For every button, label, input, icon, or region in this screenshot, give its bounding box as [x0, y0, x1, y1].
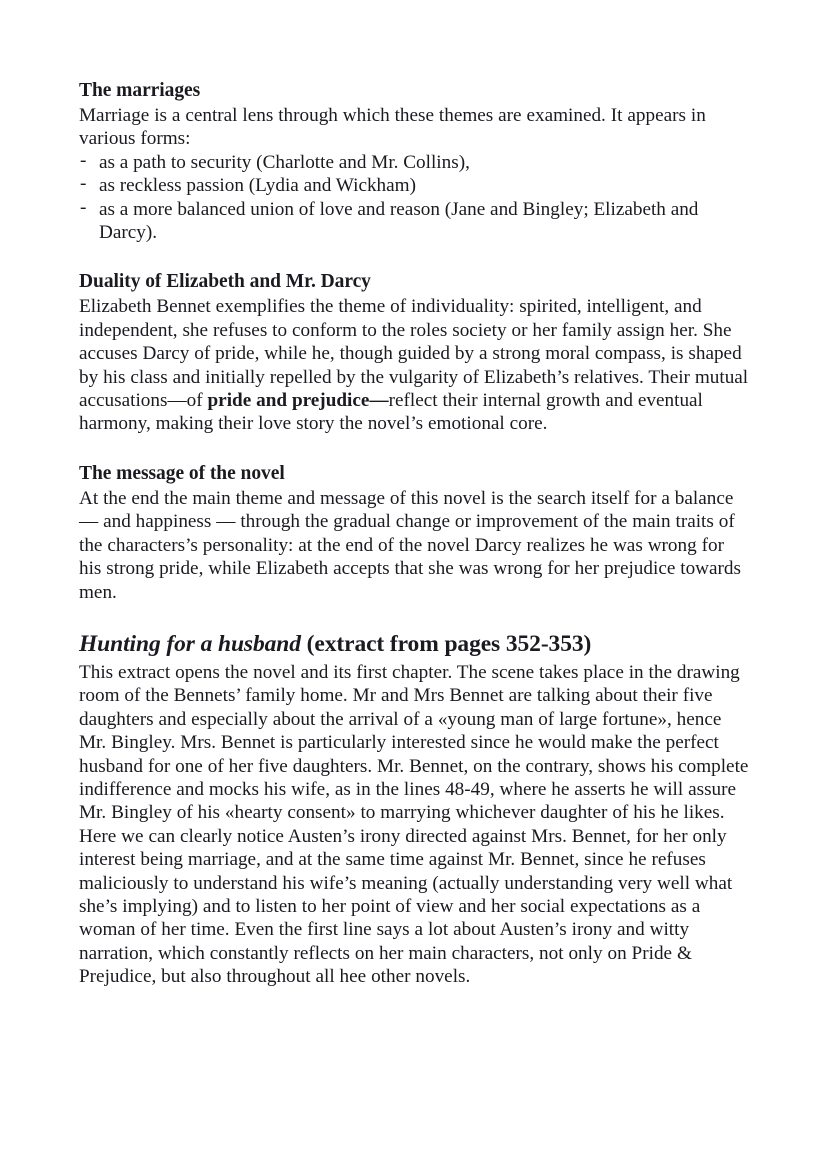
dash-marker-icon: -	[80, 149, 87, 171]
paragraph-hunting: This extract opens the novel and its first chapter. The scene takes place in the drawing room of the Bennets’ family home. Mr and Mrs Bennet are talking about their five daughters and especially about the arrival of a «young man of large fortune», hence Mr. Bingley. Mrs. Bennet is particularly interested since he would make the perfect husband for one of her five daughters. Mr. Bennet, on the contrary, shows his complete indifference and mocks his wife, as in the lines 48-49, where he asserts he will assure Mr. Bingley of his «hearty consent» to marrying whichever daughter of his he likes. Here we can clearly notice Austen’s irony directed against Mrs. Bennet, for her only interest being marriage, and at the same time against Mr. Bennet, since he refuses maliciously to understand his wife’s meaning (actually understanding very well what she’s implying) and to listen to her point of view and her social expectations as a woman of her time. Even the first line says a lot about Austen’s irony and witty narration, which constantly reflects on her main characters, not only on Pride & Prejudice, but also throughout all hee other novels.	[79, 661, 749, 988]
heading-title-italic: Hunting for a husband	[79, 630, 301, 657]
list-item	[79, 151, 751, 174]
emphasis-pride-and-prejudice: pride and prejudice—	[207, 390, 389, 412]
paragraph-duality-part1: Elizabeth Bennet exemplifies the theme of individuality: spirited, intelligent, and independent, she refuses to conform to the roles society or her family assign her. She accuses Darcy of pride, while he, though guided by a strong moral compass, is shaped by his class and initially repelled by the vulgarity of Elizabeth’s relatives. Their mutual accusations—of	[79, 296, 749, 412]
section-the-marriages	[79, 78, 751, 244]
paragraph-duality	[79, 295, 751, 435]
section-heading-the-marriages: The marriages	[79, 80, 201, 101]
dash-marker-icon: -	[80, 196, 87, 218]
heading-extract-reference: (extract from pages 352-353)	[300, 630, 592, 657]
list-item-label: as reckless passion (Lydia and Wickham)	[99, 175, 416, 197]
marriage-forms-list	[79, 151, 751, 245]
paragraph-marriages-intro: Marriage is a central lens through which these themes are examined. It appears in various forms:	[79, 105, 706, 150]
list-item	[79, 198, 751, 245]
list-item-label: as a path to security (Charlotte and Mr. Collins),	[99, 151, 470, 173]
paragraph-duality-part2: reflect their internal growth and eventual harmony, making their love story the novel’s emotional core.	[79, 390, 703, 435]
section-heading-duality: Duality of Elizabeth and Mr. Darcy	[79, 271, 371, 293]
dash-marker-icon: -	[80, 173, 87, 195]
section-heading-hunting	[79, 629, 751, 659]
section-duality	[79, 269, 751, 435]
section-heading-message: The message of the novel	[79, 462, 285, 484]
section-hunting-for-a-husband	[79, 629, 751, 989]
document-content	[79, 78, 751, 989]
section-message	[79, 461, 751, 604]
paragraph-message: At the end the main theme and message of this novel is the search itself for a balance — and happiness — through the gradual change or improvement of the main traits of the characters’s personality: at the end of the novel Darcy realizes he was wrong for his strong pride, while Elizabeth accepts that she was wrong for her prejudice towards men.	[79, 487, 741, 603]
list-item-label: as a more balanced union of love and reason (Jane and Bingley; Elizabeth and Darcy).	[99, 198, 699, 244]
list-item	[79, 174, 751, 197]
